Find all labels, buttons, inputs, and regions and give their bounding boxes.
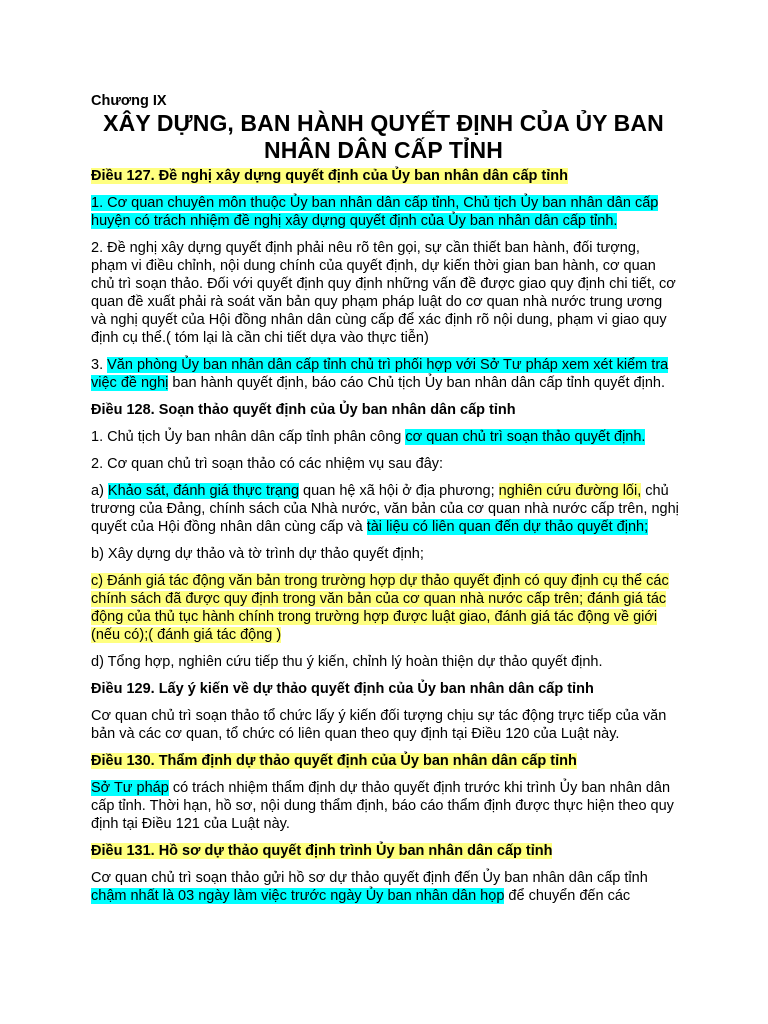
article-130-rest: có trách nhiệm thẩm định dự thảo quyết định trước khi trình Ủy ban nhân dân cấp tỉnh. Thời hạn, hồ sơ, nội dung thẩm định, báo cáo thẩm định được thực hiện theo quy định tại Điều 121 của Luật này. (91, 780, 674, 832)
article-129-heading: Điều 129. Lấy ý kiến về dự thảo quyết định của Ủy ban nhân dân cấp tỉnh (91, 681, 594, 697)
article-128-clause-1 (91, 428, 680, 446)
article-128-item-d: d) Tổng hợp, nghiên cứu tiếp thu ý kiến, chỉnh lý hoàn thiện dự thảo quyết định. (91, 654, 603, 670)
article-128-clause-1-highlight: cơ quan chủ trì soạn thảo quyết định. (405, 429, 646, 445)
article-128-clause-2: 2. Cơ quan chủ trì soạn thảo có các nhiệm vụ sau đây: (91, 456, 444, 472)
article-130-text (91, 779, 680, 833)
article-128-item-a-text-2: chủ trương của Đảng, chính sách của Nhà nước, văn bản của cơ quan nhà nước cấp trên, nghị quyết của Hội đồng nhân dân cùng cấp và (91, 483, 679, 535)
article-127-clause-3-highlight: Văn phòng Ủy ban nhân dân cấp tỉnh chủ trì phối hợp với Sở Tư pháp xem xét kiểm tra việc đề nghị (91, 357, 669, 391)
chapter-title-line1: XÂY DỰNG, BAN HÀNH QUYẾT ĐỊNH CỦA ỦY BAN (103, 110, 664, 136)
article-128-item-a-highlight-3: tài liệu có liên quan đến dự thảo quyết định; (366, 519, 649, 535)
article-128-item-b: b) Xây dựng dự thảo và tờ trình dự thảo quyết định; (91, 546, 424, 562)
chapter-label: Chương IX (91, 93, 167, 109)
article-131-title: Điều 131. Hồ sơ dự thảo quyết định trình Ủy ban nhân dân cấp tỉnh (91, 843, 553, 859)
article-128-item-c-highlight: c) Đánh giá tác động văn bản trong trường hợp dự thảo quyết định có quy định cụ thể các chính sách đã được quy định trong văn bản của cơ quan nhà nước cấp trên; đánh giá tác động của thủ tục hành chính trong trường hợp được luật giao, đánh giá tác động về giới (nếu có);( đánh giá tác động ) (91, 573, 669, 643)
article-129-text: Cơ quan chủ trì soạn thảo tổ chức lấy ý kiến đối tượng chịu sự tác động trực tiếp của văn bản và các cơ quan, tổ chức có liên quan theo quy định tại Điều 120 của Luật này. (91, 708, 667, 742)
article-128-item-a-highlight-2: nghiên cứu đường lối, (498, 483, 642, 499)
article-128-item-a-label: a) (91, 483, 108, 499)
article-131-highlight: chậm nhất là 03 ngày làm việc trước ngày Ủy ban nhân dân họp (91, 888, 505, 904)
article-127-heading (91, 167, 680, 185)
article-127-clause-3-rest: ban hành quyết định, báo cáo Chủ tịch Ủy ban nhân dân cấp tỉnh quyết định. (168, 375, 665, 391)
article-128-item-a (91, 482, 680, 536)
article-130-title: Điều 130. Thẩm định dự thảo quyết định của Ủy ban nhân dân cấp tỉnh (91, 753, 577, 769)
article-131-text-end: để chuyển đến các (504, 888, 631, 904)
article-128-item-c (91, 572, 680, 644)
article-127-clause-1 (91, 194, 680, 230)
article-127-clause-3 (91, 356, 680, 392)
article-130-highlight: Sở Tư pháp (91, 780, 169, 796)
article-128-heading: Điều 128. Soạn thảo quyết định của Ủy ban nhân dân cấp tỉnh (91, 402, 516, 418)
article-127-title: Điều 127. Đề nghị xây dựng quyết định của Ủy ban nhân dân cấp tỉnh (91, 168, 568, 184)
chapter-title-line2: NHÂN DÂN CẤP TỈNH (264, 137, 503, 163)
article-131-heading (91, 842, 680, 860)
chapter-title (87, 110, 680, 164)
article-130-heading (91, 752, 680, 770)
article-127-clause-3-number: 3. (91, 357, 108, 373)
article-128-item-a-highlight-1: Khảo sát, đánh giá thực trạng (107, 483, 300, 499)
article-128-item-a-text-1: quan hệ xã hội ở địa phương; (299, 483, 499, 499)
article-127-clause-1-text: 1. Cơ quan chuyên môn thuộc Ủy ban nhân dân cấp tỉnh, Chủ tịch Ủy ban nhân dân cấp huyện có trách nhiệm đề nghị xây dựng quyết định của Ủy ban nhân dân cấp tỉnh. (91, 195, 659, 229)
article-128-clause-1-text: 1. Chủ tịch Ủy ban nhân dân cấp tỉnh phân công (91, 429, 406, 445)
article-131-text-start: Cơ quan chủ trì soạn thảo gửi hồ sơ dự thảo quyết định đến Ủy ban nhân dân cấp tỉnh (91, 870, 648, 886)
article-127-clause-2: 2. Đề nghị xây dựng quyết định phải nêu rõ tên gọi, sự cần thiết ban hành, đối tượng, phạm vi điều chỉnh, nội dung chính của quyết định, dự kiến thời gian ban hành, cơ quan chủ trì soạn thảo. Đối với quyết định quy định những vấn đề được giao quy định chi tiết, cơ quan đề xuất phải rà soát văn bản quy phạm pháp luật do cơ quan nhà nước trung ương và nghị quyết của Hội đồng nhân dân cùng cấp để xác định rõ nội dung, phạm vi giao quy định cụ thể.( tóm lại là cần chi tiết dựa vào thực tiễn) (91, 240, 676, 346)
article-131-text (91, 869, 680, 905)
